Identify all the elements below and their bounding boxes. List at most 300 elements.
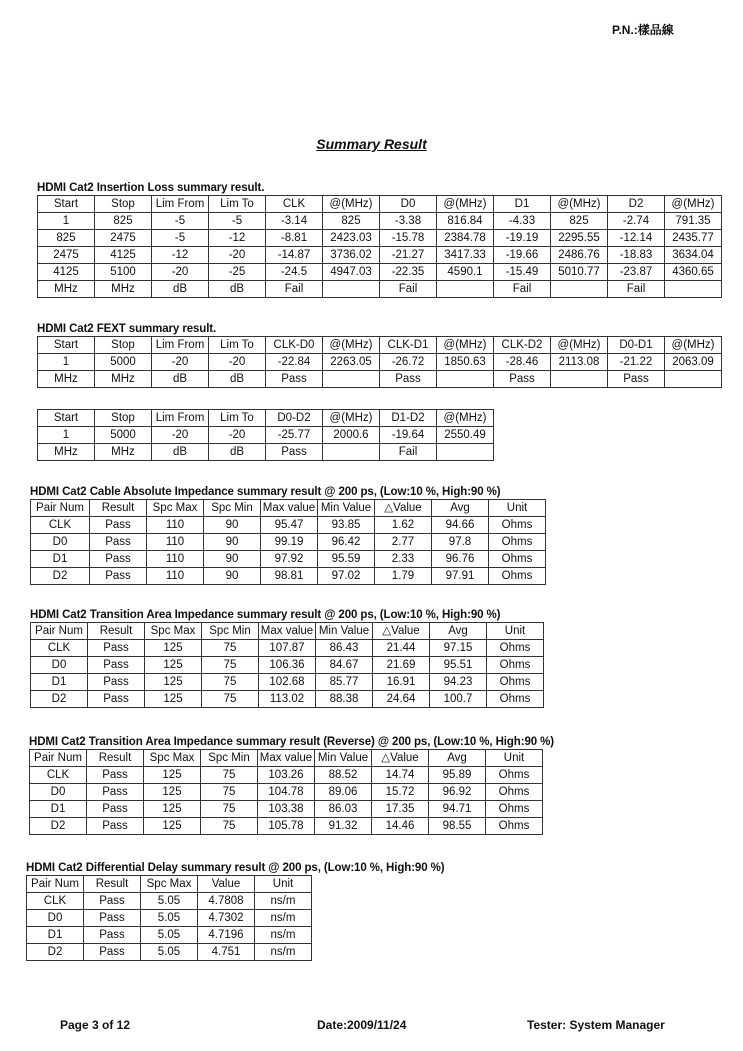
table-cell: 105.78	[258, 818, 315, 835]
table-cell: 1	[38, 354, 95, 371]
table-cell	[437, 281, 494, 298]
table-cell: CLK	[31, 640, 88, 657]
column-header: △Value	[375, 500, 432, 517]
table-cell: 98.55	[429, 818, 486, 835]
table-cell	[437, 444, 494, 461]
table-cell: -23.87	[608, 264, 665, 281]
table-cell: 75	[202, 691, 259, 708]
table-cell: Pass	[608, 371, 665, 388]
column-header: D2	[608, 196, 665, 213]
column-header: Max value	[261, 500, 318, 517]
table-cell: 4.7196	[198, 927, 255, 944]
table-cell: dB	[209, 371, 266, 388]
table-cell: -21.27	[380, 247, 437, 264]
table-cell: 110	[147, 568, 204, 585]
table-cell: 4.7302	[198, 910, 255, 927]
table-cell: 4590.1	[437, 264, 494, 281]
table-cell: dB	[152, 371, 209, 388]
table-cell: 21.69	[373, 657, 430, 674]
table-cell: -24.5	[266, 264, 323, 281]
table-cell: 106.36	[259, 657, 316, 674]
table-cell: Ohms	[489, 551, 546, 568]
table-cell: Ohms	[487, 640, 544, 657]
table-cell: Fail	[266, 281, 323, 298]
table-cell: 21.44	[373, 640, 430, 657]
fext-title: HDMI Cat2 FEXT summary result.	[37, 323, 217, 335]
table-cell: Ohms	[489, 568, 546, 585]
table-cell: -20	[209, 354, 266, 371]
table-cell: MHz	[95, 281, 152, 298]
table-cell: 86.03	[315, 801, 372, 818]
table-cell: -20	[152, 354, 209, 371]
table-cell: Fail	[608, 281, 665, 298]
column-header: Result	[90, 500, 147, 517]
table-header-row	[38, 196, 722, 213]
table-cell: D1	[30, 801, 87, 818]
table-cell: 94.23	[430, 674, 487, 691]
column-header: Lim To	[209, 410, 266, 427]
table-header-row	[38, 410, 494, 427]
table-cell: Fail	[380, 281, 437, 298]
table-cell: 104.78	[258, 784, 315, 801]
table-cell: 100.7	[430, 691, 487, 708]
table-row	[38, 281, 722, 298]
table-cell: 88.52	[315, 767, 372, 784]
table-cell: 4.751	[198, 944, 255, 961]
table-cell: -18.83	[608, 247, 665, 264]
table-cell: Pass	[90, 517, 147, 534]
table-cell: 110	[147, 517, 204, 534]
table-cell: -14.87	[266, 247, 323, 264]
table-cell: -4.33	[494, 213, 551, 230]
table-cell: Pass	[90, 568, 147, 585]
table-header-row	[31, 500, 546, 517]
table-cell: 4125	[95, 247, 152, 264]
table-cell: -25.77	[266, 427, 323, 444]
table-cell: 5.05	[141, 927, 198, 944]
table-cell: 2.77	[375, 534, 432, 551]
table-cell: 94.66	[432, 517, 489, 534]
diff-delay-table	[26, 875, 312, 961]
table-cell: 1	[38, 213, 95, 230]
column-header: Min Value	[315, 750, 372, 767]
column-header: @(MHz)	[323, 196, 380, 213]
table-row	[38, 371, 722, 388]
column-header: @(MHz)	[323, 410, 380, 427]
table-cell: -19.19	[494, 230, 551, 247]
table-row	[30, 767, 543, 784]
insertion-loss-table	[37, 195, 722, 298]
column-header: Pair Num	[31, 623, 88, 640]
table-cell: ns/m	[255, 944, 312, 961]
table-cell: Pass	[494, 371, 551, 388]
table-row	[31, 517, 546, 534]
table-cell: 3634.04	[665, 247, 722, 264]
table-cell: D2	[31, 691, 88, 708]
column-header: CLK-D0	[266, 337, 323, 354]
table-cell: Pass	[88, 691, 145, 708]
column-header: Unit	[489, 500, 546, 517]
table-cell: 97.8	[432, 534, 489, 551]
table-cell: 1.79	[375, 568, 432, 585]
table-cell: 94.71	[429, 801, 486, 818]
table-cell: MHz	[38, 444, 95, 461]
table-cell: Pass	[380, 371, 437, 388]
column-header: CLK-D2	[494, 337, 551, 354]
transition-impedance-section	[30, 609, 544, 708]
table-cell: 85.77	[316, 674, 373, 691]
table-cell: -20	[209, 427, 266, 444]
table-cell: Pass	[88, 657, 145, 674]
table-row	[38, 354, 722, 371]
table-cell: 825	[323, 213, 380, 230]
column-header: Avg	[429, 750, 486, 767]
table-cell: D0	[31, 657, 88, 674]
table-cell: MHz	[38, 281, 95, 298]
table-cell: Ohms	[486, 784, 543, 801]
table-cell: 107.87	[259, 640, 316, 657]
table-cell: Pass	[87, 784, 144, 801]
table-row	[38, 444, 494, 461]
table-cell: 75	[202, 640, 259, 657]
table-cell: 113.02	[259, 691, 316, 708]
table-cell: D0	[31, 534, 90, 551]
table-cell: 2063.09	[665, 354, 722, 371]
table-cell: 125	[144, 767, 201, 784]
column-header: @(MHz)	[437, 196, 494, 213]
table-cell: 2.33	[375, 551, 432, 568]
table-cell: 95.47	[261, 517, 318, 534]
table-cell: Ohms	[489, 534, 546, 551]
column-header: Lim From	[152, 196, 209, 213]
column-header: Result	[84, 876, 141, 893]
table-cell	[323, 444, 380, 461]
table-cell: Pass	[84, 893, 141, 910]
table-cell: D0	[27, 910, 84, 927]
table-row	[31, 568, 546, 585]
column-header: Spc Max	[141, 876, 198, 893]
table-cell: Pass	[87, 818, 144, 835]
table-cell: -19.64	[380, 427, 437, 444]
table-cell: 75	[202, 674, 259, 691]
table-cell: MHz	[95, 444, 152, 461]
table-cell	[551, 281, 608, 298]
column-header: Pair Num	[31, 500, 90, 517]
table-row	[38, 427, 494, 444]
table-header-row	[38, 337, 722, 354]
fext-table-2	[37, 409, 494, 461]
diff-delay-section	[26, 862, 444, 961]
column-header: Spc Max	[147, 500, 204, 517]
table-cell: 102.68	[259, 674, 316, 691]
column-header: Lim From	[152, 337, 209, 354]
part-number: P.N.:樣品線	[612, 23, 674, 37]
table-cell: -22.35	[380, 264, 437, 281]
insertion-loss-title: HDMI Cat2 Insertion Loss summary result.	[37, 182, 265, 194]
table-row	[27, 927, 312, 944]
table-cell: 125	[144, 818, 201, 835]
table-cell: 90	[204, 568, 261, 585]
column-header: Unit	[486, 750, 543, 767]
table-cell: 4360.65	[665, 264, 722, 281]
table-header-row	[31, 623, 544, 640]
table-cell: 103.38	[258, 801, 315, 818]
abs-impedance-section	[30, 486, 546, 585]
table-cell: D2	[30, 818, 87, 835]
column-header: Start	[38, 410, 95, 427]
table-cell: -21.22	[608, 354, 665, 371]
table-cell: 14.46	[372, 818, 429, 835]
table-cell: 125	[145, 674, 202, 691]
table-header-row	[27, 876, 312, 893]
table-cell: 16.91	[373, 674, 430, 691]
table-cell: -5	[152, 230, 209, 247]
table-cell: 825	[38, 230, 95, 247]
report-date: Date:2009/11/24	[317, 1018, 407, 1032]
tester-name: Tester: System Manager	[527, 1018, 665, 1032]
table-cell: Pass	[84, 944, 141, 961]
table-cell: 93.85	[318, 517, 375, 534]
table-cell: Ohms	[486, 801, 543, 818]
table-row	[38, 247, 722, 264]
column-header: D0	[380, 196, 437, 213]
column-header: △Value	[372, 750, 429, 767]
page-title: Summary Result	[316, 136, 427, 152]
fext-section-2	[37, 409, 494, 461]
table-cell: 5.05	[141, 910, 198, 927]
table-row	[31, 657, 544, 674]
table-cell: -2.74	[608, 213, 665, 230]
transition-reverse-section	[29, 736, 554, 835]
column-header: Lim To	[209, 196, 266, 213]
column-header: Start	[38, 337, 95, 354]
table-cell: -28.46	[494, 354, 551, 371]
table-cell: D2	[31, 568, 90, 585]
column-header: Spc Max	[145, 623, 202, 640]
column-header: @(MHz)	[665, 196, 722, 213]
table-cell: 86.43	[316, 640, 373, 657]
column-header: D0-D1	[608, 337, 665, 354]
table-cell: -20	[152, 427, 209, 444]
table-cell: 2435.77	[665, 230, 722, 247]
table-cell: 97.91	[432, 568, 489, 585]
table-cell: D1	[27, 927, 84, 944]
table-cell: 75	[201, 784, 258, 801]
table-cell: 2475	[95, 230, 152, 247]
table-header-row	[30, 750, 543, 767]
table-cell: 89.06	[315, 784, 372, 801]
table-cell: -3.38	[380, 213, 437, 230]
table-cell: 88.38	[316, 691, 373, 708]
column-header: CLK	[266, 196, 323, 213]
table-cell	[665, 281, 722, 298]
fext-table-1	[37, 336, 722, 388]
table-cell: -19.66	[494, 247, 551, 264]
table-cell: Pass	[87, 801, 144, 818]
column-header: Avg	[432, 500, 489, 517]
table-cell: 75	[201, 801, 258, 818]
table-row	[27, 910, 312, 927]
table-row	[27, 893, 312, 910]
column-header: Value	[198, 876, 255, 893]
table-cell: -20	[152, 264, 209, 281]
table-cell: 84.67	[316, 657, 373, 674]
column-header: D1-D2	[380, 410, 437, 427]
table-row	[38, 230, 722, 247]
table-cell: 825	[551, 213, 608, 230]
table-cell: D1	[31, 674, 88, 691]
transition-reverse-table	[29, 749, 543, 835]
table-cell: -15.49	[494, 264, 551, 281]
table-cell: -12.14	[608, 230, 665, 247]
table-cell: 5100	[95, 264, 152, 281]
table-row	[31, 551, 546, 568]
column-header: Unit	[487, 623, 544, 640]
table-cell: 15.72	[372, 784, 429, 801]
table-cell	[665, 371, 722, 388]
column-header: Max value	[258, 750, 315, 767]
table-cell: Pass	[266, 444, 323, 461]
table-cell: 125	[145, 640, 202, 657]
table-row	[27, 944, 312, 961]
column-header: △Value	[373, 623, 430, 640]
table-cell: 75	[202, 657, 259, 674]
table-cell: 5.05	[141, 893, 198, 910]
table-row	[30, 784, 543, 801]
column-header: Spc Min	[201, 750, 258, 767]
column-header: Pair Num	[30, 750, 87, 767]
table-cell: 96.42	[318, 534, 375, 551]
table-cell: ns/m	[255, 927, 312, 944]
table-cell	[323, 281, 380, 298]
column-header: Min Value	[316, 623, 373, 640]
transition-reverse-title: HDMI Cat2 Transition Area Impedance summary result (Reverse) @ 200 ps, (Low:10 %, High:90 %)	[29, 736, 554, 748]
table-cell: -15.78	[380, 230, 437, 247]
table-cell: 2263.05	[323, 354, 380, 371]
table-cell: 110	[147, 534, 204, 551]
table-cell	[551, 371, 608, 388]
column-header: Stop	[95, 337, 152, 354]
page-number: Page 3 of 12	[60, 1018, 131, 1032]
table-cell: 95.59	[318, 551, 375, 568]
column-header: @(MHz)	[323, 337, 380, 354]
column-header: Stop	[95, 410, 152, 427]
table-cell: 1	[38, 427, 95, 444]
table-cell: dB	[152, 281, 209, 298]
table-cell	[323, 371, 380, 388]
table-cell: Pass	[90, 534, 147, 551]
table-cell: 103.26	[258, 767, 315, 784]
column-header: CLK-D1	[380, 337, 437, 354]
table-cell: D1	[31, 551, 90, 568]
column-header: D1	[494, 196, 551, 213]
table-row	[31, 674, 544, 691]
table-cell: 75	[201, 818, 258, 835]
table-cell: -12	[152, 247, 209, 264]
table-cell: 90	[204, 551, 261, 568]
table-cell: 5000	[95, 427, 152, 444]
insertion-loss-section	[37, 182, 722, 298]
table-cell: 3417.33	[437, 247, 494, 264]
column-header: Spc Min	[204, 500, 261, 517]
column-header: @(MHz)	[551, 196, 608, 213]
table-cell: 97.02	[318, 568, 375, 585]
table-cell: 97.92	[261, 551, 318, 568]
table-cell: Pass	[88, 640, 145, 657]
table-cell: 1.62	[375, 517, 432, 534]
table-cell: 96.76	[432, 551, 489, 568]
table-cell: Ohms	[487, 674, 544, 691]
table-cell: 4125	[38, 264, 95, 281]
table-cell: Ohms	[489, 517, 546, 534]
table-cell: 125	[145, 657, 202, 674]
table-cell: 125	[144, 784, 201, 801]
column-header: Avg	[430, 623, 487, 640]
column-header: Max value	[259, 623, 316, 640]
table-cell: 125	[145, 691, 202, 708]
table-cell: 2295.55	[551, 230, 608, 247]
table-cell: 95.51	[430, 657, 487, 674]
table-cell: 816.84	[437, 213, 494, 230]
table-cell: 99.19	[261, 534, 318, 551]
table-cell: 2475	[38, 247, 95, 264]
table-cell: 17.35	[372, 801, 429, 818]
table-cell: ns/m	[255, 893, 312, 910]
fext-section	[37, 323, 722, 388]
diff-delay-title: HDMI Cat2 Differential Delay summary result @ 200 ps, (Low:10 %, High:90 %)	[26, 862, 445, 874]
table-cell: 110	[147, 551, 204, 568]
table-cell: dB	[209, 281, 266, 298]
table-cell: 98.81	[261, 568, 318, 585]
table-cell: Ohms	[486, 767, 543, 784]
table-cell: Ohms	[487, 691, 544, 708]
table-cell: 2384.78	[437, 230, 494, 247]
table-row	[38, 264, 722, 281]
table-cell: MHz	[38, 371, 95, 388]
table-cell: -20	[209, 247, 266, 264]
table-cell: -25	[209, 264, 266, 281]
table-cell: D2	[27, 944, 84, 961]
table-row	[31, 691, 544, 708]
table-cell: 75	[201, 767, 258, 784]
column-header: @(MHz)	[437, 337, 494, 354]
table-cell: 5010.77	[551, 264, 608, 281]
table-cell: 2000.6	[323, 427, 380, 444]
table-cell: 3736.02	[323, 247, 380, 264]
table-cell: 2423.03	[323, 230, 380, 247]
column-header: D0-D2	[266, 410, 323, 427]
column-header: Unit	[255, 876, 312, 893]
column-header: Lim From	[152, 410, 209, 427]
abs-impedance-title: HDMI Cat2 Cable Absolute Impedance summary result @ 200 ps, (Low:10 %, High:90 %)	[30, 486, 501, 498]
table-cell: Pass	[266, 371, 323, 388]
table-cell: dB	[152, 444, 209, 461]
table-cell: 2113.08	[551, 354, 608, 371]
table-cell: -26.72	[380, 354, 437, 371]
table-cell: 96.92	[429, 784, 486, 801]
table-cell: Ohms	[486, 818, 543, 835]
table-cell: Ohms	[487, 657, 544, 674]
abs-impedance-table	[30, 499, 546, 585]
table-cell: dB	[209, 444, 266, 461]
transition-impedance-table	[30, 622, 544, 708]
table-row	[38, 213, 722, 230]
table-cell: -12	[209, 230, 266, 247]
table-cell: Fail	[380, 444, 437, 461]
table-cell: -5	[209, 213, 266, 230]
table-cell: 825	[95, 213, 152, 230]
table-cell: CLK	[30, 767, 87, 784]
